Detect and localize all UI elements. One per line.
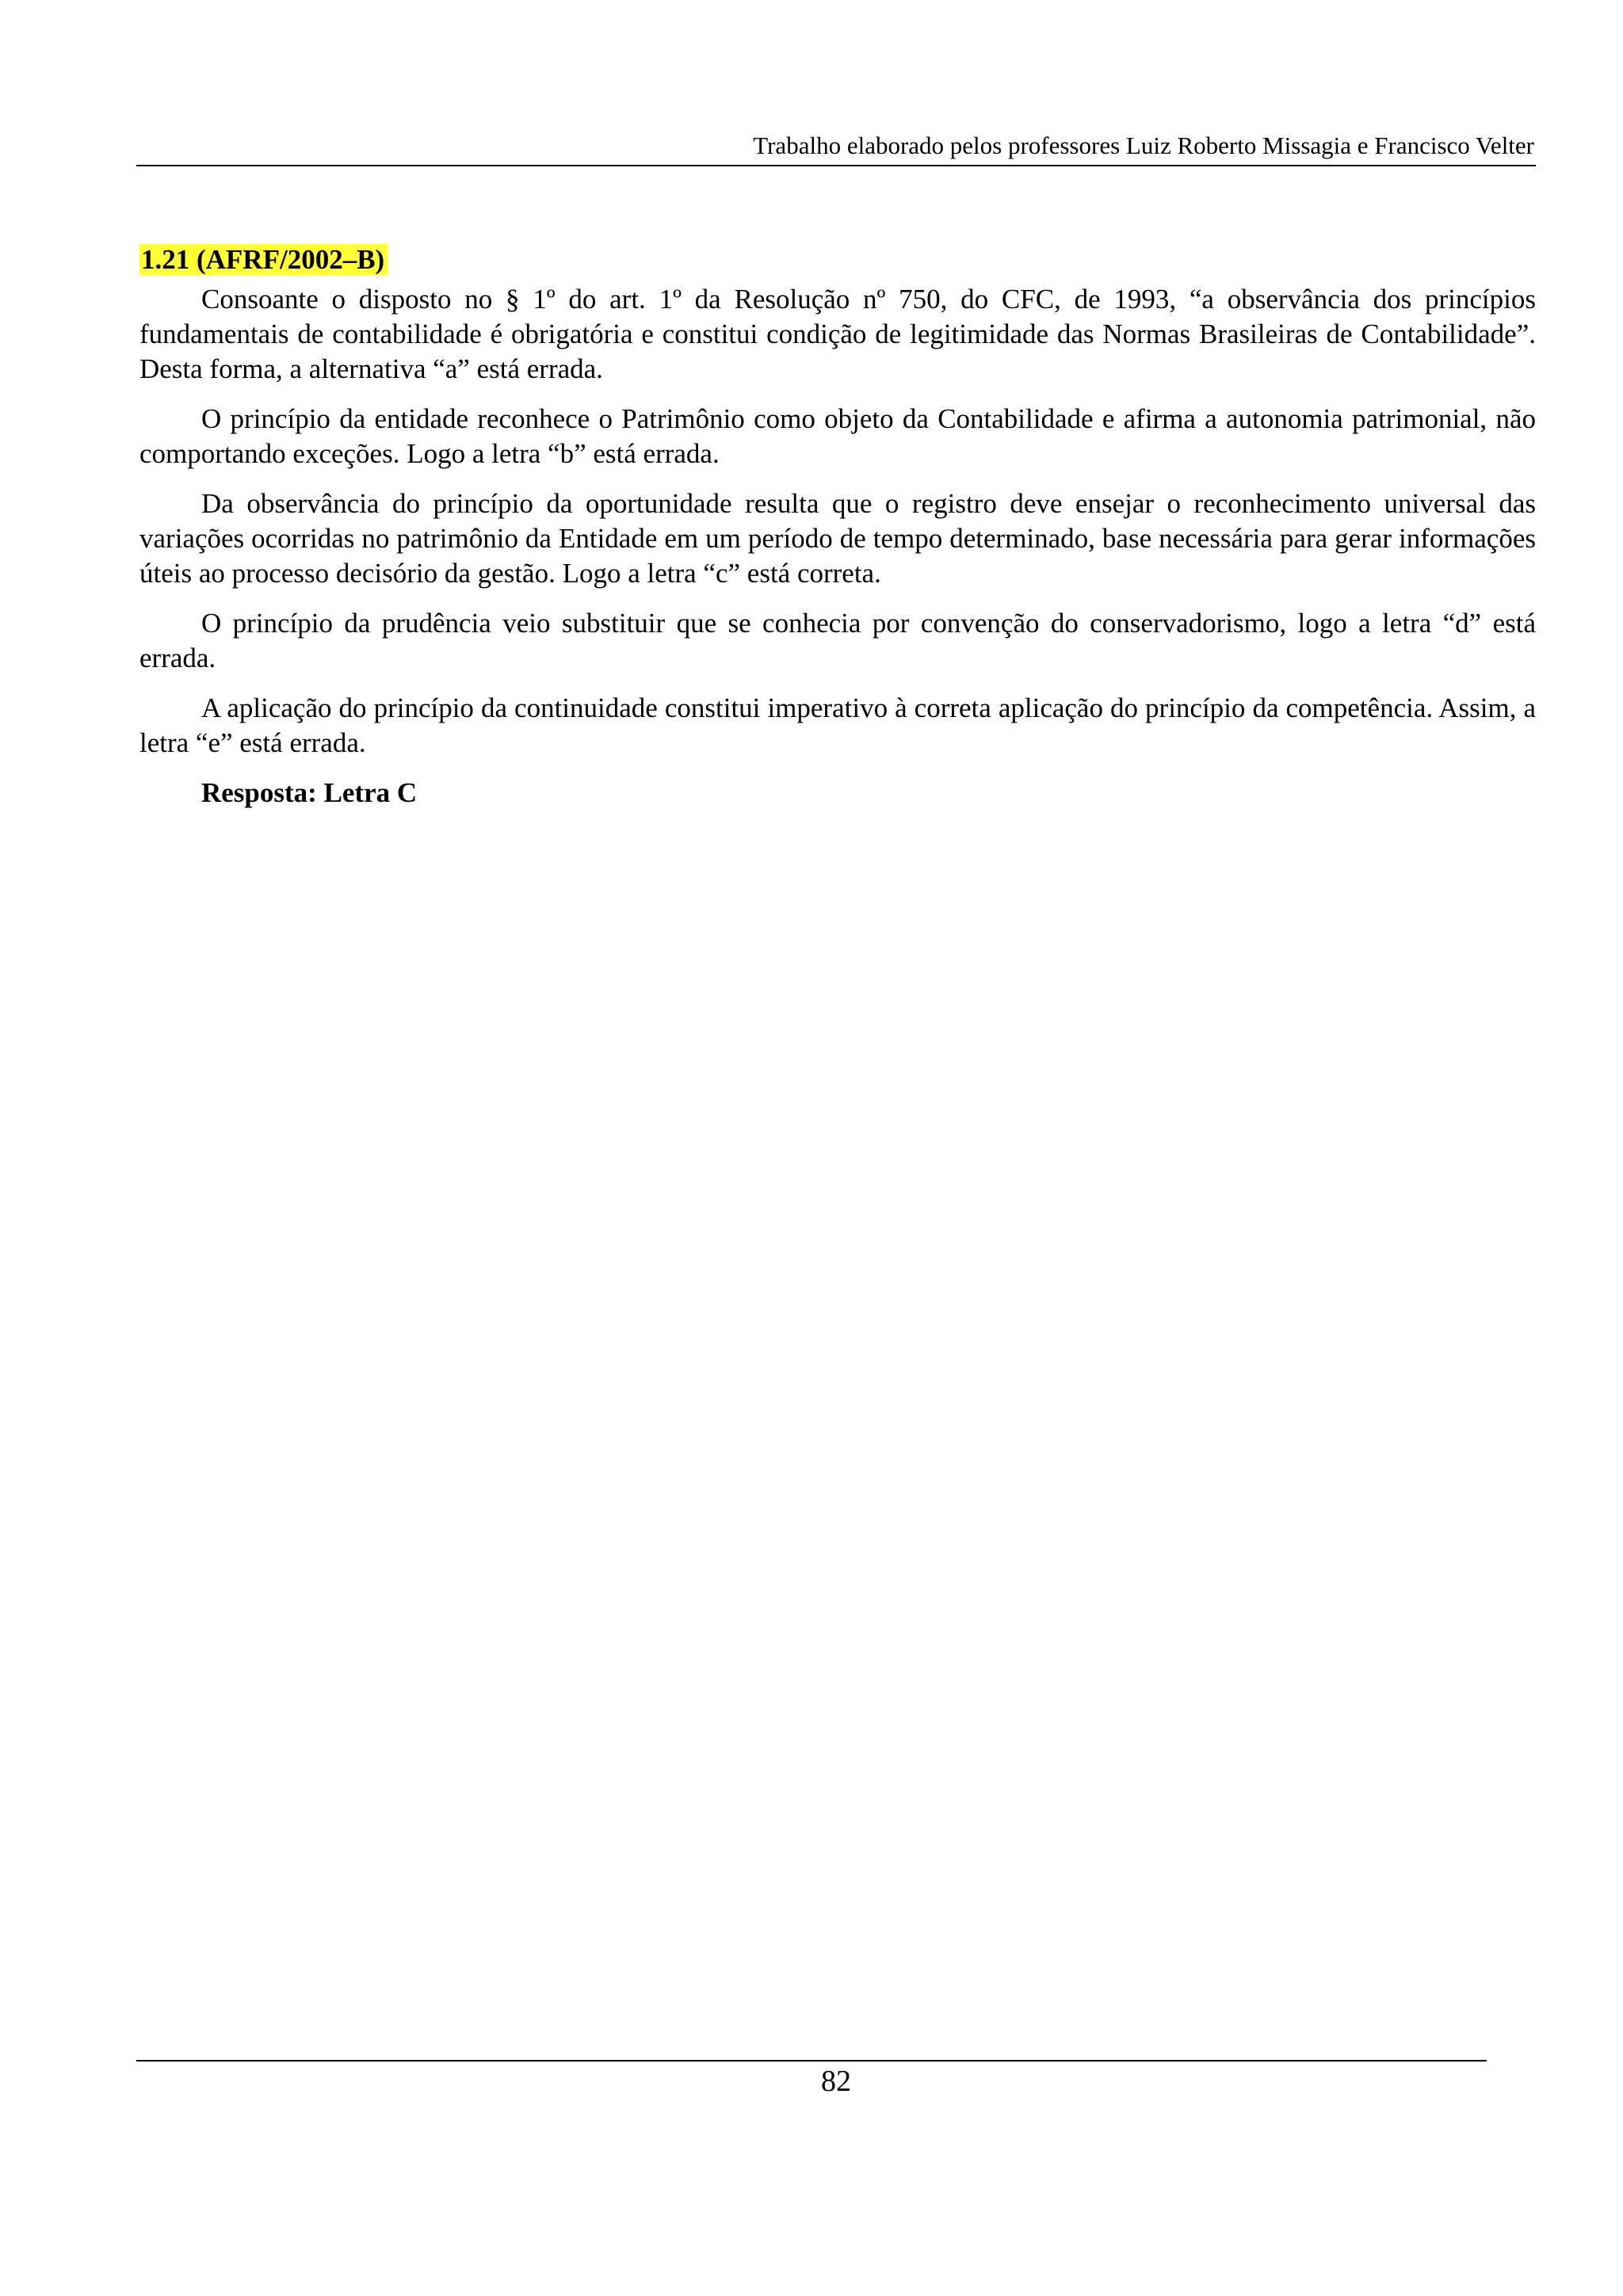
question-heading-label: 1.21 (AFRF/2002–B) bbox=[139, 244, 388, 275]
page-number: 82 bbox=[821, 2065, 851, 2098]
footer-rule bbox=[136, 2060, 1487, 2061]
paragraph-4: O princípio da prudência veio substituir que se conhecia por convenção do conservadorismo, logo a letra “d” está errada. bbox=[139, 608, 1536, 673]
answer-text: Resposta: Letra C bbox=[201, 777, 418, 808]
page-header bbox=[136, 124, 1536, 166]
paragraph-3: Da observância do princípio da oportunidade resulta que o registro deve ensejar o reconhecimento universal das variações ocorridas no patrimônio da Entidade em um período de tempo determinado, base necessária para gerar informações úteis ao processo decisório da gestão. Logo a letra “c” está correta. bbox=[139, 488, 1536, 589]
paragraph-1: Consoante o disposto no § 1º do art. 1º da Resolução nº 750, do CFC, de 1993, “a observância dos princípios fundamentais de contabilidade é obrigatória e constitui condição de legitimidade das Normas Brasileiras de Contabilidade”. Desta forma, a alternativa “a” está errada. bbox=[139, 284, 1536, 384]
paragraph-2: O princípio da entidade reconhece o Patrimônio como objeto da Contabilidade e afirma a autonomia patrimonial, não comportando exceções. Logo a letra “b” está errada. bbox=[139, 403, 1536, 469]
question-heading bbox=[139, 242, 1536, 277]
document-content bbox=[139, 242, 1536, 810]
header-text: Trabalho elaborado pelos professores Luiz Roberto Missagia e Francisco Velter bbox=[753, 132, 1534, 159]
paragraph-5: A aplicação do princípio da continuidade constitui imperativo à correta aplicação do princípio da competência. Assim, a letra “e” está errada. bbox=[139, 692, 1536, 758]
